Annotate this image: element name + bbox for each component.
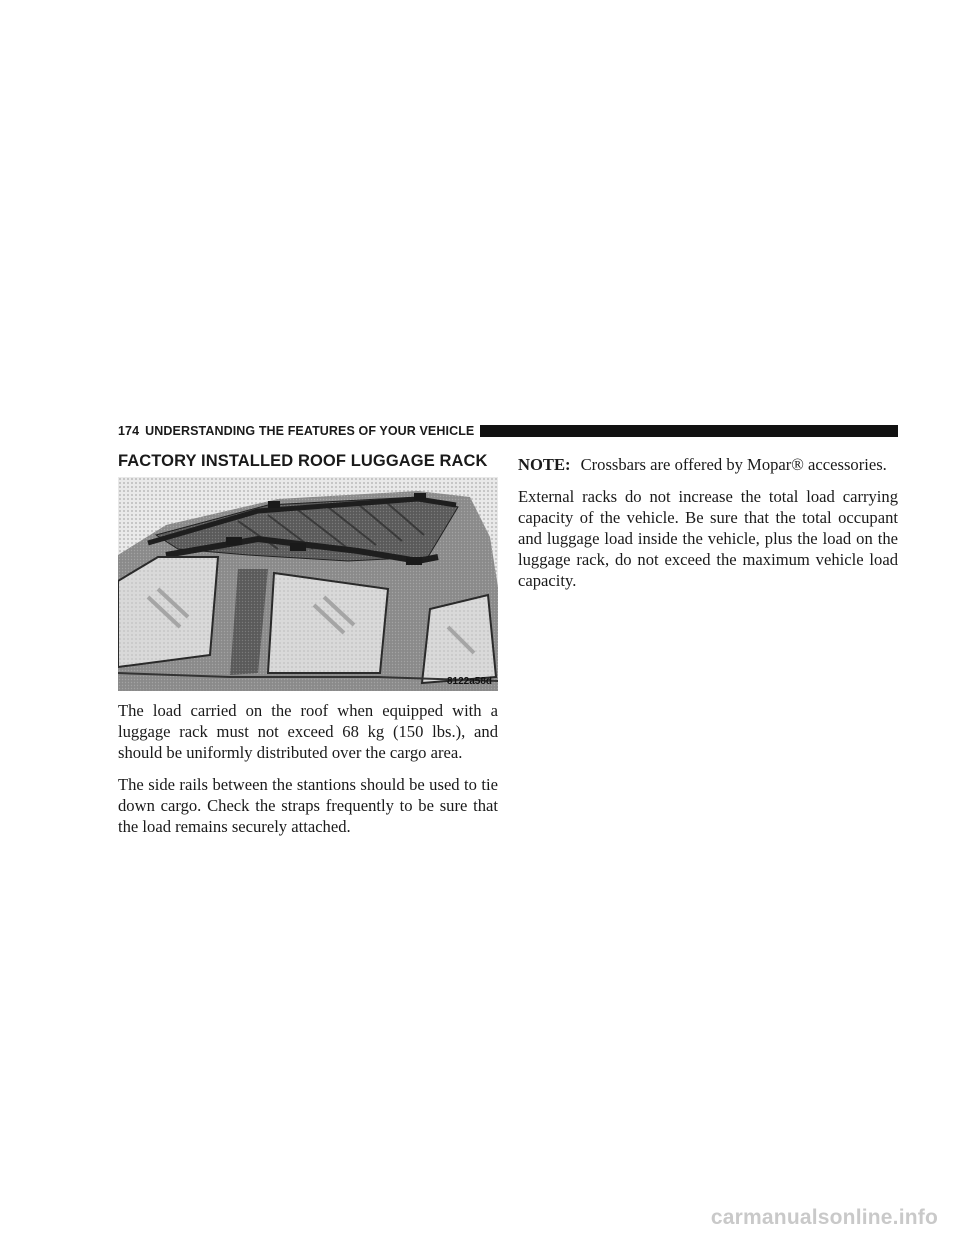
figure-code: 8122a58d — [446, 676, 492, 687]
header-section-title: UNDERSTANDING THE FEATURES OF YOUR VEHICLE — [145, 424, 475, 438]
load-limit-paragraph: The load carried on the roof when equipped with a luggage rack must not exceed 68 kg (150 lbs.), and should be uniformly distributed over the cargo area. — [118, 701, 498, 762]
right-column — [518, 454, 898, 602]
note-text: Crossbars are offered by Mopar® accessories. — [580, 455, 887, 474]
page-number: 174 — [118, 424, 140, 438]
section-title: FACTORY INSTALLED ROOF LUGGAGE RACK — [118, 452, 488, 470]
note-label: NOTE: — [518, 455, 571, 474]
external-racks-paragraph: External racks do not increase the total load carrying capacity of the vehicle. Be sure that the total occupant and luggage load inside the vehicle, plus the load on the luggage rack, do not exceed the maximum vehicle load capacity. — [518, 487, 898, 590]
side-rails-paragraph: The side rails between the stantions should be used to tie down cargo. Check the straps frequently to be sure that the load remains securely attached. — [118, 775, 498, 836]
running-header — [118, 422, 898, 440]
door-window — [268, 573, 388, 673]
site-watermark: carmanualsonline.info — [710, 1206, 938, 1229]
roof-rack-illustration — [118, 477, 498, 691]
rear-side-window — [118, 557, 218, 667]
vehicle-roof-drawing — [118, 477, 498, 691]
header-bar — [480, 425, 898, 437]
header-text — [118, 424, 474, 438]
crossbars-note — [518, 454, 898, 475]
left-column — [118, 700, 498, 848]
